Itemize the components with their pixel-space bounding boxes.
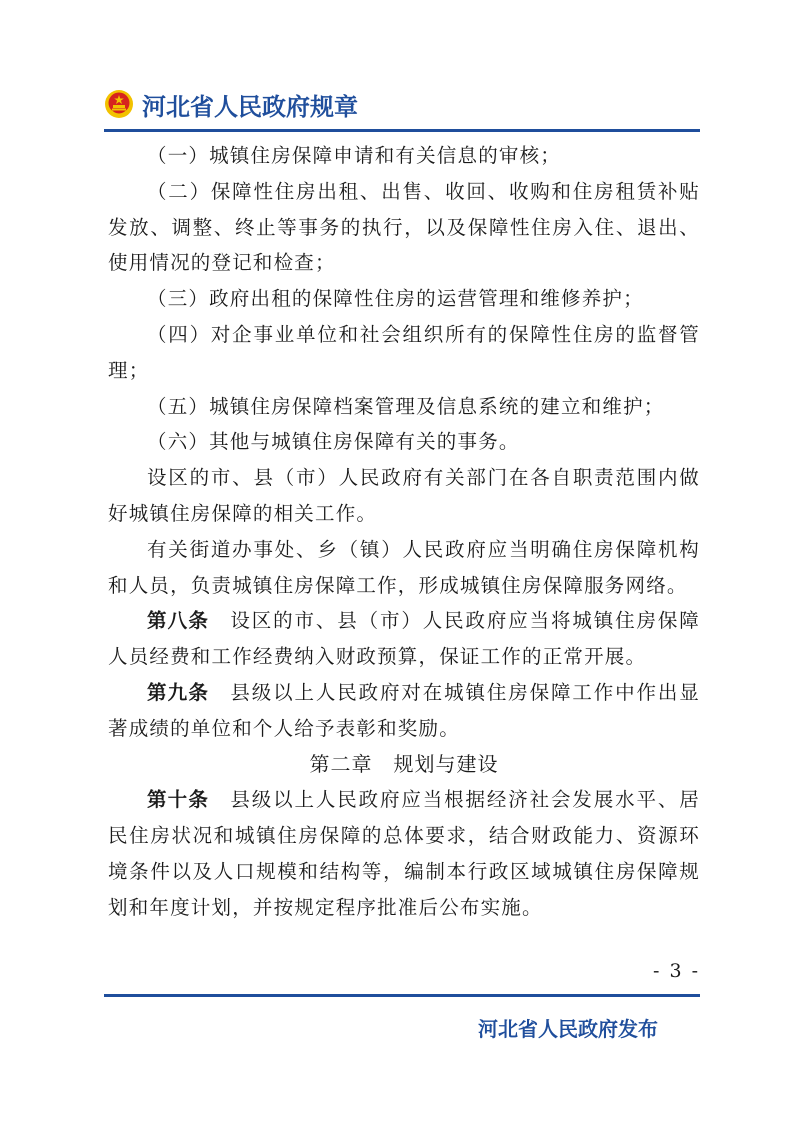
article-10-label: 第十条 [147, 788, 210, 812]
article-10-text: 县级以上人民政府应当根据经济社会发展水平、居民住房状况和城镇住房保障的总体要求，结合财政能力、资源环境条件以及人口规模和结构等，编制本行政区域城镇住房保障规划和年度计划，并按规定程序批准后公布实施。 [108, 788, 700, 919]
chapter-title: 第二章 规划与建设 [309, 751, 499, 776]
paragraph-item-6: （六）其他与城镇住房保障有关的事务。 [147, 430, 520, 454]
article-10 [108, 782, 700, 925]
paragraph-item-5: （五）城镇住房保障档案管理及信息系统的建立和维护； [147, 394, 665, 418]
article-9 [108, 675, 700, 747]
paragraph-item-2: （二）保障性住房出租、出售、收回、收购和住房租赁补贴发放、调整、终止等事务的执行，以及保障性住房入住、退出、使用情况的登记和检查； [108, 179, 700, 275]
article-8 [108, 603, 700, 675]
header-divider [104, 129, 700, 132]
paragraph-street-offices: 有关街道办事处、乡（镇）人民政府应当明确住房保障机构和人员，负责城镇住房保障工作，形成城镇住房保障服务网络。 [108, 537, 700, 597]
article-9-label: 第九条 [147, 680, 210, 704]
paragraph-item-3: （三）政府出租的保障性住房的运营管理和维修养护； [147, 287, 644, 311]
article-8-text: 设区的市、县（市）人民政府应当将城镇住房保障人员经费和工作经费纳入财政预算，保证工作的正常开展。 [108, 609, 700, 669]
header-title: 河北省人民政府规章 [142, 92, 358, 121]
footer-divider [104, 994, 700, 997]
paragraph-departments: 设区的市、县（市）人民政府有关部门在各自职责范围内做好城镇住房保障的相关工作。 [108, 466, 700, 525]
document-body [108, 138, 700, 926]
page-number: - 3 - [652, 960, 700, 982]
page-header [104, 86, 358, 122]
article-8-label: 第八条 [147, 609, 210, 633]
paragraph-item-1: （一）城镇住房保障申请和有关信息的审核； [147, 144, 562, 167]
article-9-text: 县级以上人民政府对在城镇住房保障工作中作出显著成绩的单位和个人给予表彰和奖励。 [108, 680, 700, 740]
footer-publisher: 河北省人民政府发布 [478, 1017, 658, 1041]
national-emblem-icon [104, 89, 134, 119]
paragraph-item-4: （四）对企事业单位和社会组织所有的保障性住房的监督管理； [108, 322, 700, 382]
